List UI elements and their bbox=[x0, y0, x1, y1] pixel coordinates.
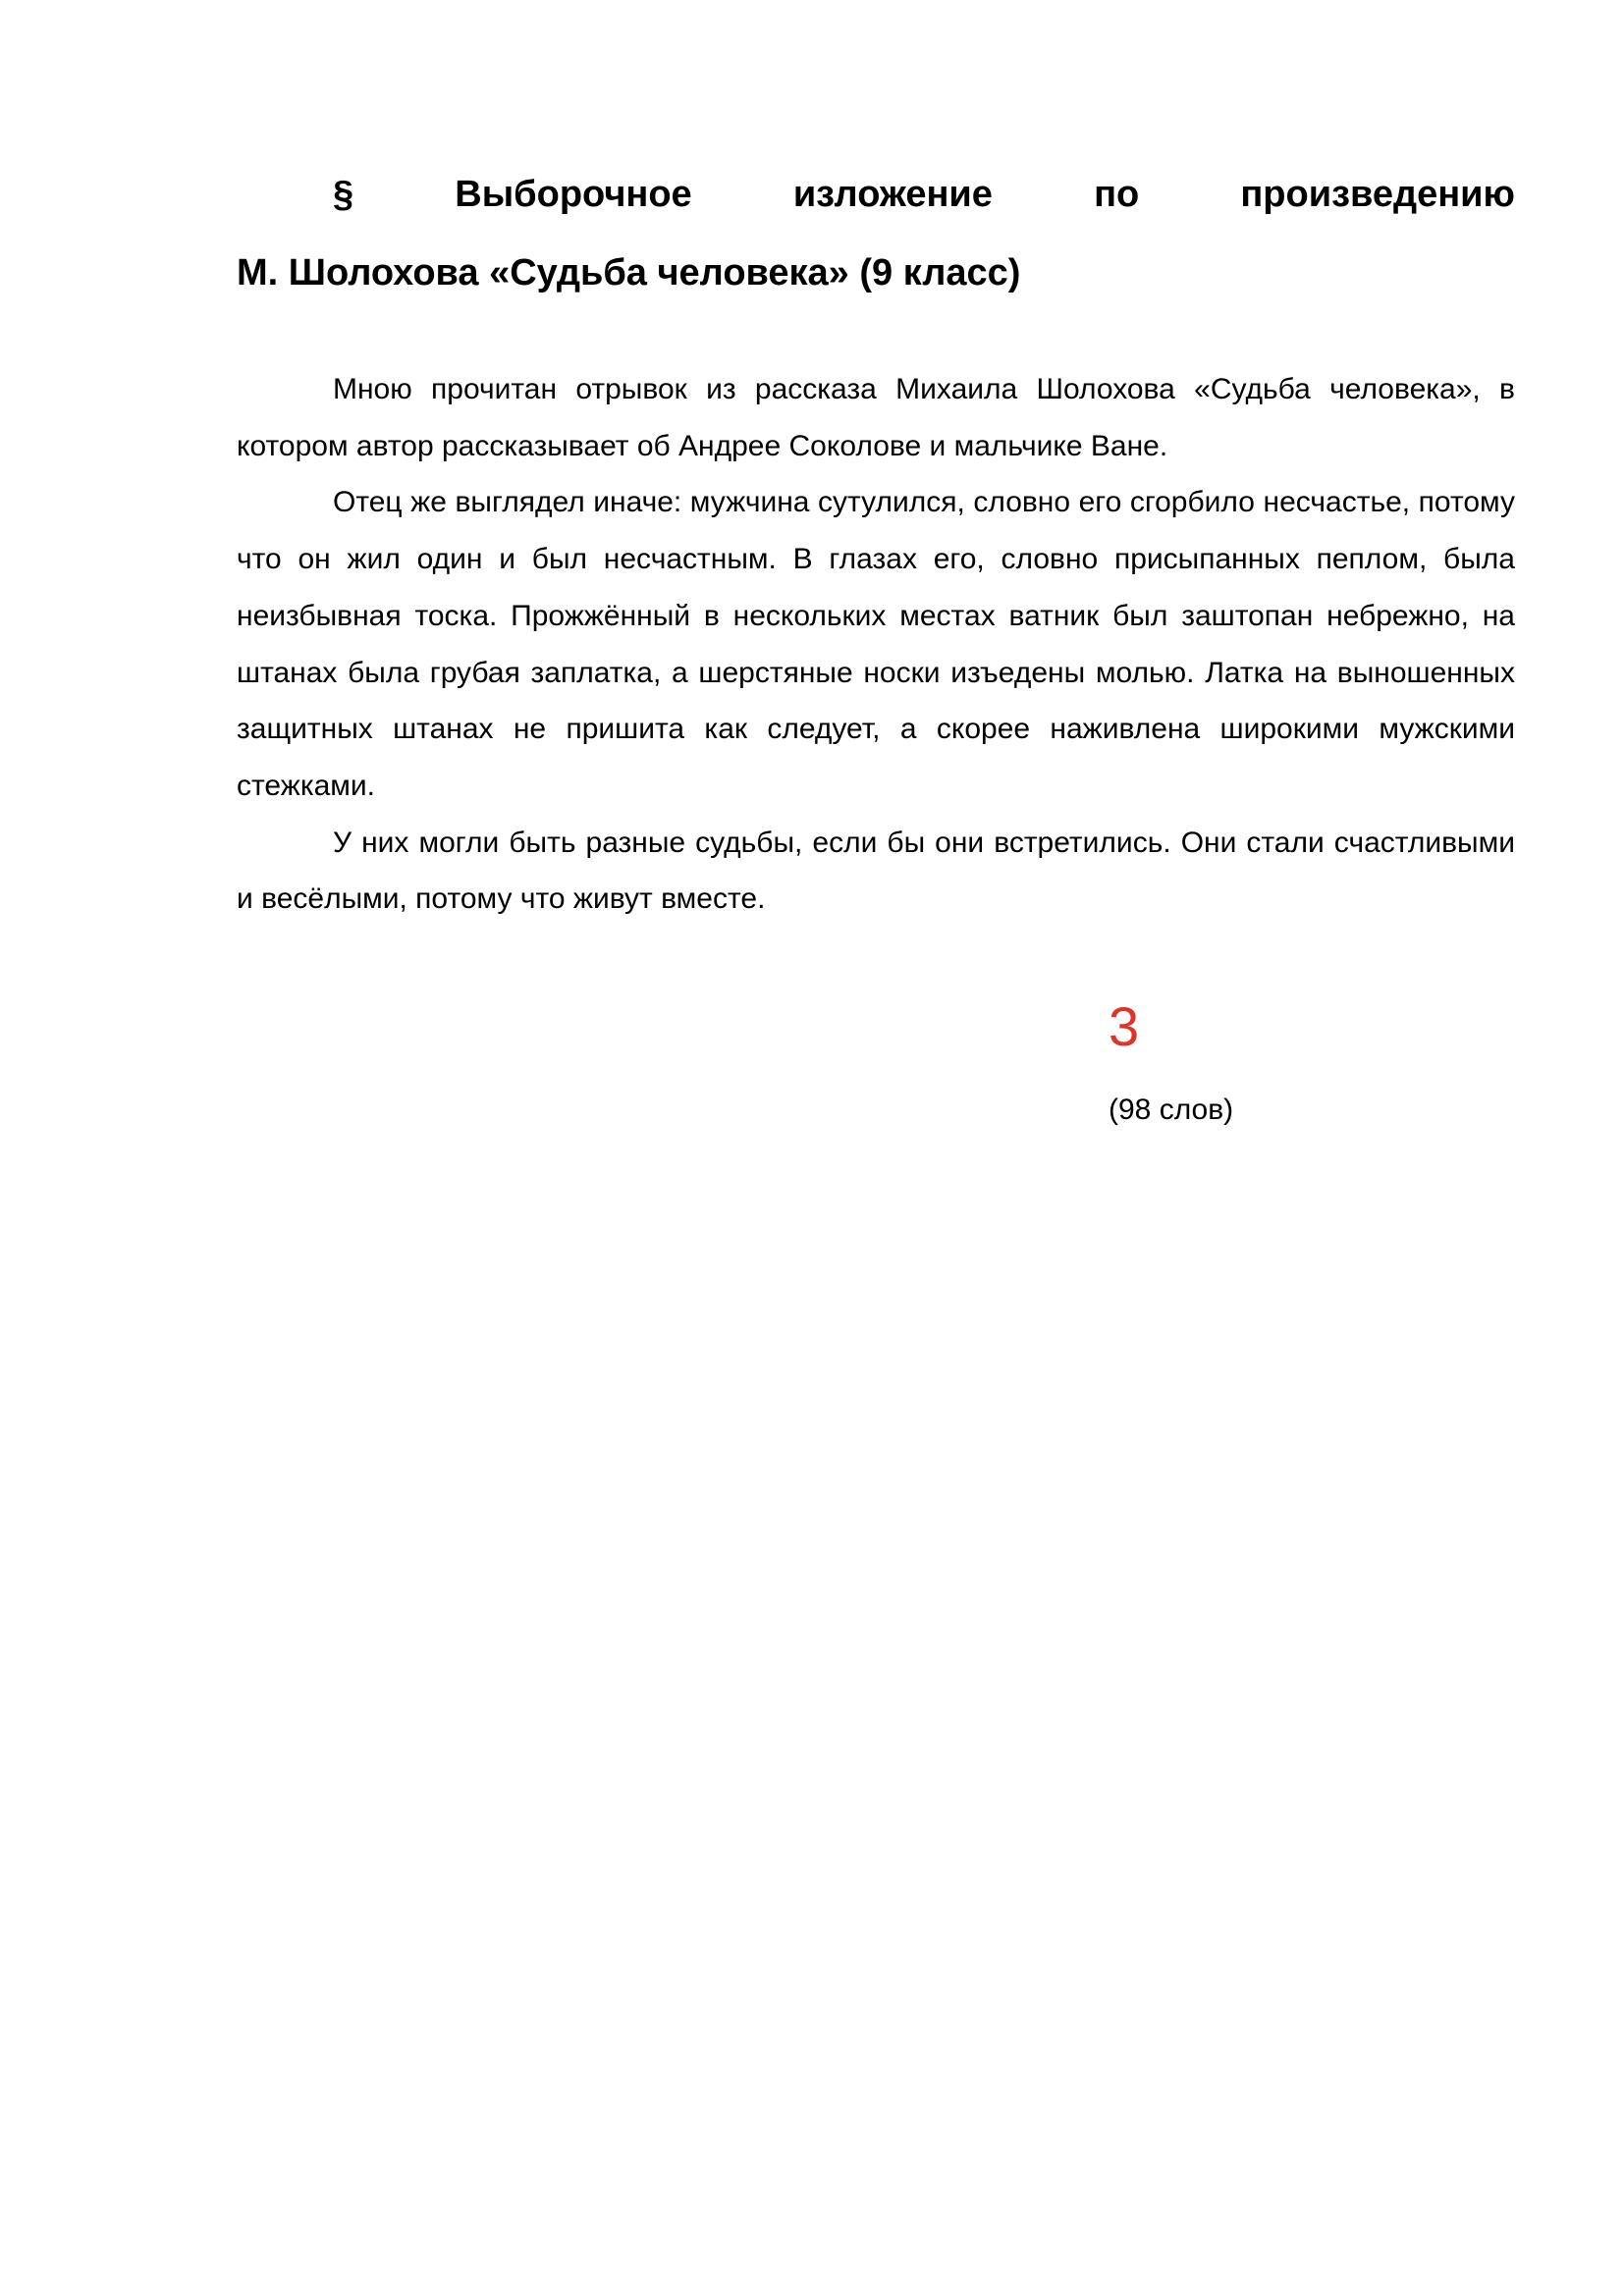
essay-body bbox=[237, 361, 1515, 928]
grade-mark: 3 bbox=[1109, 995, 1140, 1057]
title-line-1 bbox=[237, 155, 1515, 234]
title-line-2: М. Шолохова «Судьба человека» (9 класс) bbox=[237, 252, 1021, 294]
paragraph-1: Мною прочитан отрывок из рассказа Михаила Шолохова «Судьба человека», в котором автор рассказывает об Андрее Соколове и мальчике Ване. bbox=[237, 373, 1515, 462]
title-word: произведению bbox=[1240, 174, 1515, 215]
paragraph-3: У них могли быть разные судьбы, если бы они встретились. Они стали счастливыми и весёлыми, потому что живут вместе. bbox=[237, 826, 1515, 916]
title-word: изложение bbox=[792, 174, 993, 215]
title-word: по bbox=[1094, 174, 1140, 215]
paragraph-2: Отец же выглядел иначе: мужчина сутулился, словно его сгорбило несчастье, потому что он жил один и был несчастным. В глазах его, словно присыпанных пеплом, была неизбывная тоска. Прожжённый в нескольких местах ватник был заштопан небрежно, на штанах была грубая заплатка, а шерстяные носки изъедены молью. Латка на выношенных защитных штанах не пришита как следует, а скорее наживлена широкими мужскими стежками. bbox=[237, 486, 1515, 802]
title-word: Выборочное bbox=[455, 174, 692, 215]
title-word: § bbox=[333, 174, 354, 215]
word-count: (98 слов) bbox=[1109, 1094, 1234, 1126]
essay-title bbox=[237, 155, 1515, 312]
